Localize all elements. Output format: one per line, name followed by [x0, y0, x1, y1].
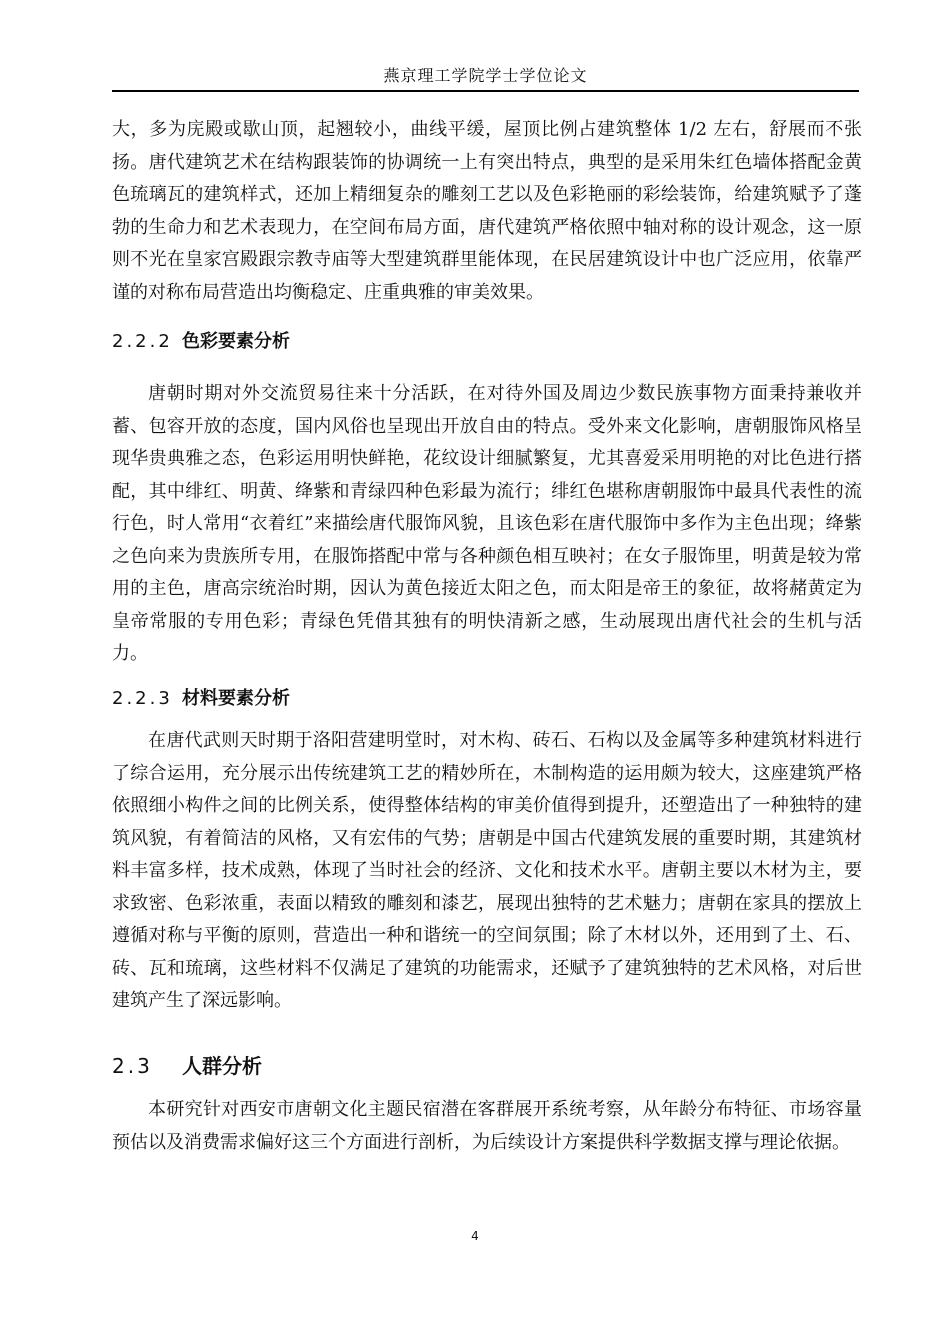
section-heading-2-2-3	[112, 686, 290, 712]
paragraph-color-elements: 唐朝时期对外交流贸易往来十分活跃，在对待外国及周边少数民族事物方面秉持兼收并蓄、包容开放的态度，国内风俗也呈现出开放自由的特点。受外来文化影响，唐朝服饰风格呈现华贵典雅之态，色彩运用明快鲜艳，花纹设计细腻繁复，尤其喜爱采用明艳的对比色进行搭配，其中绯红、明黄、绛紫和青绿四种色彩最为流行；绯红色堪称唐朝服饰中最具代表性的流行色，时人常用“衣着红”来描绘唐代服饰风貌，且该色彩在唐代服饰中多作为主色出现；绛紫之色向来为贵族所专用，在服饰搭配中常与各种颜色相互映衬；在女子服饰里，明黄是较为常用的主色，唐高宗统治时期，因认为黄色接近太阳之色，而太阳是帝王的象征，故将赭黄定为皇帝常服的专用色彩；青绿色凭借其独有的明快清新之感，生动展现出唐代社会的生机与活力。	[112, 383, 862, 664]
running-header: 燕京理工学院学士学位论文	[383, 66, 588, 85]
section-heading-2-2-2	[112, 329, 290, 355]
section-number: 2.2.2	[112, 331, 173, 352]
section-number: 2.2.3	[112, 688, 173, 709]
section-title: 人群分析	[182, 1054, 262, 1078]
section-number: 2.3	[112, 1054, 153, 1078]
section-title: 材料要素分析	[182, 688, 290, 709]
section-heading-2-3	[112, 1052, 262, 1080]
section-title: 色彩要素分析	[182, 331, 290, 352]
paragraph-roof-and-layout: 大，多为庑殿或歇山顶，起翘较小，曲线平缓，屋顶比例占建筑整体 1/2 左右，舒展而不张扬。唐代建筑艺术在结构跟装饰的协调统一上有突出特点，典型的是采用朱红色墙体搭配金黄色琉璃瓦的建筑样式，还加上精细复杂的雕刻工艺以及色彩艳丽的彩绘装饰，给建筑赋予了蓬勃的生命力和艺术表现力，在空间布局方面，唐代建筑严格依照中轴对称的设计观念，这一原则不光在皇家宫殿跟宗教寺庙等大型建筑群里能体现，在民居建筑设计中也广泛应用，依靠严谨的对称布局营造出均衡稳定、庄重典雅的审美效果。	[112, 119, 862, 303]
paragraph-material-elements: 在唐代武则天时期于洛阳营建明堂时，对木构、砖石、石构以及金属等多种建筑材料进行了综合运用，充分展示出传统建筑工艺的精妙所在，木制构造的运用颇为较大，这座建筑严格依照细小构件之间的比例关系，使得整体结构的审美价值得到提升，还塑造出了一种独特的建筑风貌，有着简洁的风格，又有宏伟的气势；唐朝是中国古代建筑发展的重要时期，其建筑材料丰富多样，技术成熟，体现了当时社会的经济、文化和技术水平。唐朝主要以木材为主，要求致密、色彩浓重，表面以精致的雕刻和漆艺，展现出独特的艺术魅力；唐朝在家具的摆放上遵循对称与平衡的原则，营造出一种和谐统一的空间氛围；除了木材以外，还用到了土、石、砖、瓦和琉璃，这些材料不仅满足了建筑的功能需求，还赋予了建筑独特的艺术风格，对后世建筑产生了深远影响。	[112, 730, 862, 1011]
paragraph-crowd-analysis: 本研究针对西安市唐朝文化主题民宿潜在客群展开系统考察，从年龄分布特征、市场容量预估以及消费需求偏好这三个方面进行剖析，为后续设计方案提供科学数据支撑与理论依据。	[112, 1099, 862, 1153]
page-number: 4	[471, 1229, 479, 1243]
header-divider	[112, 90, 859, 92]
